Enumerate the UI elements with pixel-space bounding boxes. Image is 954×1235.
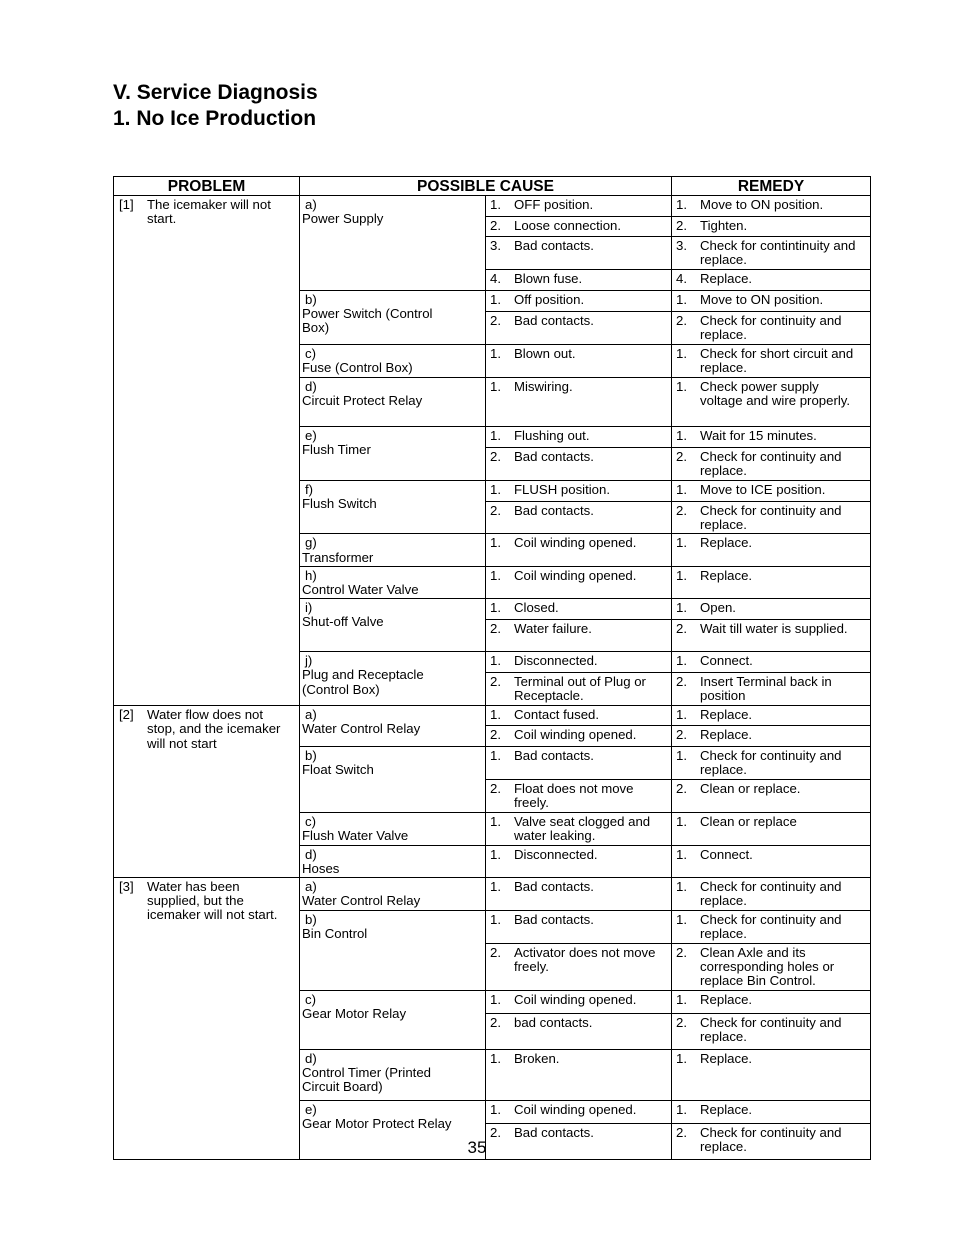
remedy-number: 1.	[676, 1101, 688, 1117]
problem-cell	[114, 196, 300, 706]
cause-cell	[300, 378, 486, 427]
header-problem: PROBLEM	[114, 177, 300, 196]
remedy-number: 1.	[676, 346, 688, 361]
remedy-cell	[672, 237, 871, 270]
cause-id: d)	[305, 846, 317, 862]
cause-detail-number: 1.	[490, 707, 501, 723]
cause-cell	[300, 845, 486, 877]
cause-detail-cell	[486, 534, 672, 566]
problem-text: Water has been supplied, but the icemaker will not start.	[147, 879, 278, 923]
cause-id: b)	[305, 292, 317, 307]
remedy-number: 1.	[676, 600, 688, 616]
cause-text: Control Timer (Printed Circuit Board)	[302, 1064, 431, 1095]
cause-detail-number: 1.	[490, 600, 501, 616]
cause-detail-text: Coil winding opened.	[514, 535, 637, 551]
remedy-cell	[672, 813, 871, 845]
remedy-number: 3.	[676, 238, 688, 253]
cause-detail-text: Closed.	[514, 600, 559, 616]
cause-detail-cell	[486, 1049, 672, 1100]
remedy-number: 1.	[676, 846, 688, 862]
cause-detail-number: 2.	[490, 503, 501, 518]
cause-cell	[300, 747, 486, 813]
remedy-number: 1.	[676, 379, 688, 394]
diagnosis-table	[113, 176, 871, 1160]
cause-detail-cell	[486, 566, 672, 598]
remedy-text: Replace.	[700, 707, 753, 723]
remedy-number: 1.	[676, 482, 688, 497]
remedy-cell	[672, 427, 871, 448]
cause-text: Power Switch (Control Box)	[302, 306, 433, 336]
remedy-text: Clean Axle and its corresponding holes or replace Bin Control.	[700, 945, 835, 989]
section-title: V. Service Diagnosis	[113, 81, 318, 104]
remedy-cell	[672, 845, 871, 877]
cause-detail-text: Coil winding opened.	[514, 1101, 637, 1117]
cause-id: e)	[305, 428, 317, 443]
cause-detail-text: bad contacts.	[514, 1014, 593, 1030]
remedy-cell	[672, 1049, 871, 1100]
cause-cell	[300, 345, 486, 378]
cause-id: c)	[305, 346, 316, 361]
remedy-cell	[672, 620, 871, 652]
cause-cell	[300, 427, 486, 481]
cause-detail-text: Bad contacts.	[514, 912, 594, 928]
cause-detail-text: Off position.	[514, 292, 585, 307]
cause-detail-number: 2.	[490, 1124, 501, 1140]
cause-id: h)	[305, 567, 317, 583]
cause-detail-text: Coil winding opened.	[514, 567, 637, 583]
table-row	[114, 706, 871, 726]
remedy-number: 1.	[676, 292, 688, 307]
remedy-cell	[672, 990, 871, 1013]
cause-detail-cell	[486, 237, 672, 270]
remedy-text: Check for short circuit and replace.	[700, 346, 854, 376]
remedy-cell	[672, 566, 871, 598]
cause-id: f)	[305, 482, 314, 497]
cause-detail-cell	[486, 673, 672, 706]
cause-id: c)	[305, 991, 316, 1007]
cause-detail-cell	[486, 706, 672, 726]
cause-detail-cell	[486, 481, 672, 502]
cause-detail-text: Bad contacts.	[514, 313, 594, 328]
remedy-cell	[672, 726, 871, 747]
cause-text: Flush Switch	[302, 496, 377, 512]
cause-cell	[300, 196, 486, 291]
remedy-number: 2.	[676, 503, 688, 518]
problem-id: [3]	[119, 879, 134, 895]
cause-cell	[300, 291, 486, 345]
cause-detail-number: 2.	[490, 781, 501, 797]
cause-text: Power Supply	[302, 211, 384, 227]
cause-id: d)	[305, 379, 317, 394]
cause-detail-cell	[486, 502, 672, 534]
table-row	[114, 196, 871, 217]
cause-detail-cell	[486, 448, 672, 481]
cause-cell	[300, 566, 486, 598]
remedy-text: Check power supply voltage and wire properly.	[700, 379, 851, 409]
remedy-text: Check for contintinuity and replace.	[700, 238, 856, 268]
remedy-cell	[672, 270, 871, 291]
cause-detail-text: Bad contacts.	[514, 748, 594, 764]
remedy-number: 1.	[676, 707, 688, 723]
remedy-cell	[672, 291, 871, 312]
cause-detail-text: Bad contacts.	[514, 449, 594, 464]
cause-text: Flush Water Valve	[302, 828, 409, 844]
cause-detail-cell	[486, 1013, 672, 1049]
remedy-number: 1.	[676, 653, 688, 669]
cause-text: Bin Control	[302, 926, 368, 942]
remedy-cell	[672, 878, 871, 911]
cause-detail-number: 2.	[490, 727, 501, 743]
cause-detail-text: Bad contacts.	[514, 238, 594, 253]
remedy-number: 2.	[676, 1124, 688, 1140]
remedy-number: 1.	[676, 912, 688, 928]
cause-detail-cell	[486, 911, 672, 944]
remedy-number: 4.	[676, 271, 688, 286]
remedy-number: 1.	[676, 991, 688, 1007]
cause-detail-number: 1.	[490, 346, 501, 361]
cause-detail-cell	[486, 620, 672, 652]
cause-text: Water Control Relay	[302, 893, 421, 909]
remedy-text: Connect.	[700, 846, 753, 862]
cause-detail-text: Miswiring.	[514, 379, 573, 394]
remedy-number: 2.	[676, 727, 688, 743]
cause-detail-number: 1.	[490, 535, 501, 551]
remedy-text: Move to ICE position.	[700, 482, 826, 497]
cause-text: Fuse (Control Box)	[302, 360, 413, 376]
remedy-cell	[672, 196, 871, 217]
remedy-text: Wait till water is supplied.	[700, 621, 848, 637]
cause-detail-cell	[486, 813, 672, 845]
cause-detail-text: FLUSH position.	[514, 482, 611, 497]
remedy-cell	[672, 673, 871, 706]
remedy-text: Replace.	[700, 1101, 753, 1117]
remedy-number: 2.	[676, 621, 688, 637]
remedy-number: 2.	[676, 313, 688, 328]
remedy-cell	[672, 502, 871, 534]
remedy-text: Clean or replace.	[700, 781, 801, 797]
cause-text: Transformer	[302, 549, 374, 565]
cause-text: Flush Timer	[302, 442, 371, 458]
cause-detail-cell	[486, 780, 672, 813]
remedy-cell	[672, 747, 871, 780]
remedy-number: 1.	[676, 748, 688, 764]
cause-detail-text: Bad contacts.	[514, 879, 594, 895]
cause-text: Gear Motor Protect Relay	[302, 1115, 452, 1131]
remedy-cell	[672, 534, 871, 566]
cause-detail-text: Terminal out of Plug or Receptacle.	[514, 674, 646, 704]
cause-detail-number: 2.	[490, 621, 501, 637]
problem-text: Water flow does not stop, and the icemaker will not start	[147, 707, 281, 751]
cause-detail-text: Broken.	[514, 1050, 560, 1066]
cause-detail-number: 1.	[490, 197, 501, 212]
remedy-number: 2.	[676, 1014, 688, 1030]
cause-detail-cell	[486, 345, 672, 378]
cause-detail-number: 1.	[490, 879, 501, 895]
cause-detail-cell	[486, 312, 672, 345]
cause-detail-number: 2.	[490, 313, 501, 328]
remedy-cell	[672, 217, 871, 237]
remedy-text: Replace.	[700, 535, 753, 551]
cause-detail-cell	[486, 878, 672, 911]
remedy-text: Check for continuity and replace.	[700, 879, 842, 909]
remedy-text: Clean or replace	[700, 814, 797, 830]
cause-detail-text: Contact fused.	[514, 707, 600, 723]
problem-id: [1]	[119, 197, 134, 212]
cause-detail-text: Blown out.	[514, 346, 576, 361]
cause-detail-number: 1.	[490, 814, 501, 830]
cause-cell	[300, 706, 486, 747]
cause-detail-number: 1.	[490, 846, 501, 862]
cause-detail-number: 2.	[490, 449, 501, 464]
cause-text: Circuit Protect Relay	[302, 393, 423, 409]
cause-cell	[300, 878, 486, 911]
problem-cell	[114, 706, 300, 878]
cause-id: g)	[305, 535, 317, 551]
cause-detail-number: 2.	[490, 218, 501, 233]
remedy-cell	[672, 911, 871, 944]
cause-detail-text: Disconnected.	[514, 846, 598, 862]
remedy-number: 1.	[676, 197, 688, 212]
cause-detail-text: Loose connection.	[514, 218, 622, 233]
remedy-text: Open.	[700, 600, 736, 616]
cause-detail-number: 1.	[490, 991, 501, 1007]
cause-detail-text: Activator does not move freely.	[514, 945, 656, 975]
problem-id: [2]	[119, 707, 134, 723]
remedy-text: Check for continuity and replace.	[700, 313, 842, 343]
cause-detail-text: Float does not move freely.	[514, 781, 634, 811]
cause-cell	[300, 652, 486, 706]
problem-text: The icemaker will not start.	[147, 197, 271, 227]
remedy-text: Move to ON position.	[700, 292, 824, 307]
table-body	[114, 196, 871, 1160]
cause-detail-cell	[486, 726, 672, 747]
cause-detail-number: 1.	[490, 653, 501, 669]
cause-detail-text: Flushing out.	[514, 428, 590, 443]
cause-text: Gear Motor Relay	[302, 1005, 407, 1021]
cause-id: e)	[305, 1101, 317, 1117]
remedy-number: 2.	[676, 945, 688, 961]
remedy-text: Wait for 15 minutes.	[700, 428, 817, 443]
cause-detail-number: 2.	[490, 945, 501, 961]
page-number: 35	[467, 1138, 487, 1157]
remedy-cell	[672, 345, 871, 378]
remedy-cell	[672, 1013, 871, 1049]
remedy-number: 1.	[676, 428, 688, 443]
cause-detail-text: OFF position.	[514, 197, 594, 212]
remedy-number: 1.	[676, 879, 688, 895]
remedy-cell	[672, 944, 871, 991]
remedy-cell	[672, 780, 871, 813]
header-possible-cause: POSSIBLE CAUSE	[300, 177, 672, 196]
remedy-text: Move to ON position.	[700, 197, 824, 212]
cause-id: a)	[305, 197, 317, 212]
cause-text: Shut-off Valve	[302, 614, 384, 630]
remedy-text: Replace.	[700, 1050, 753, 1066]
cause-detail-number: 1.	[490, 428, 501, 443]
cause-detail-number: 4.	[490, 271, 501, 286]
cause-id: a)	[305, 879, 317, 895]
cause-text: Hoses	[302, 860, 340, 876]
remedy-text: Check for continuity and replace.	[700, 449, 842, 479]
cause-detail-cell	[486, 944, 672, 991]
remedy-number: 2.	[676, 674, 688, 690]
cause-detail-cell	[486, 270, 672, 291]
cause-cell	[300, 599, 486, 652]
remedy-text: Insert Terminal back in position	[700, 674, 832, 704]
cause-detail-number: 1.	[490, 1101, 501, 1117]
remedy-cell	[672, 481, 871, 502]
cause-detail-cell	[486, 599, 672, 620]
remedy-text: Replace.	[700, 991, 753, 1007]
cause-detail-text: Disconnected.	[514, 653, 598, 669]
cause-detail-number: 1.	[490, 912, 501, 928]
cause-detail-text: Coil winding opened.	[514, 991, 637, 1007]
remedy-text: Connect.	[700, 653, 753, 669]
cause-text: Float Switch	[302, 762, 374, 778]
remedy-number: 1.	[676, 814, 688, 830]
remedy-number: 1.	[676, 567, 688, 583]
cause-detail-number: 2.	[490, 674, 501, 690]
cause-id: a)	[305, 707, 317, 723]
subsection-title: 1. No Ice Production	[113, 107, 317, 130]
cause-detail-text: Water failure.	[514, 621, 592, 637]
table-header-row	[114, 177, 871, 196]
cause-id: d)	[305, 1050, 317, 1066]
remedy-text: Replace.	[700, 727, 753, 743]
cause-detail-text: Coil winding opened.	[514, 727, 637, 743]
cause-cell	[300, 911, 486, 991]
remedy-number: 2.	[676, 218, 688, 233]
cause-id: b)	[305, 912, 317, 928]
remedy-text: Check for continuity and replace.	[700, 503, 842, 533]
cause-id: c)	[305, 814, 316, 830]
remedy-text: Check for continuity and replace.	[700, 912, 842, 942]
remedy-number: 1.	[676, 1050, 688, 1066]
cause-detail-text: Bad contacts.	[514, 1124, 594, 1140]
cause-text: Plug and Receptacle (Control Box)	[302, 667, 424, 697]
remedy-cell	[672, 448, 871, 481]
remedy-number: 2.	[676, 449, 688, 464]
cause-id: j)	[305, 653, 313, 669]
remedy-cell	[672, 652, 871, 673]
cause-detail-cell	[486, 196, 672, 217]
header-remedy: REMEDY	[672, 177, 871, 196]
cause-detail-cell	[486, 217, 672, 237]
cause-detail-cell	[486, 845, 672, 877]
remedy-text: Replace.	[700, 567, 753, 583]
cause-detail-cell	[486, 990, 672, 1013]
cause-detail-text: Valve seat clogged and water leaking.	[514, 814, 651, 844]
remedy-cell	[672, 599, 871, 620]
cause-text: Water Control Relay	[302, 721, 421, 737]
remedy-cell	[672, 1100, 871, 1123]
cause-text: Control Water Valve	[302, 582, 419, 598]
cause-detail-cell	[486, 427, 672, 448]
cause-detail-cell	[486, 291, 672, 312]
cause-detail-text: Blown fuse.	[514, 271, 583, 286]
cause-detail-number: 1.	[490, 748, 501, 764]
cause-detail-number: 2.	[490, 1014, 501, 1030]
remedy-text: Check for continuity and replace.	[700, 1014, 842, 1044]
cause-detail-cell	[486, 378, 672, 427]
cause-detail-cell	[486, 747, 672, 780]
cause-cell	[300, 534, 486, 566]
remedy-number: 2.	[676, 781, 688, 797]
cause-id: b)	[305, 748, 317, 764]
cause-detail-number: 1.	[490, 379, 501, 394]
remedy-text: Tighten.	[700, 218, 748, 233]
cause-id: i)	[305, 600, 313, 616]
cause-cell	[300, 1049, 486, 1100]
cause-detail-number: 1.	[490, 292, 501, 307]
cause-cell	[300, 481, 486, 534]
remedy-cell	[672, 706, 871, 726]
remedy-cell	[672, 312, 871, 345]
cause-detail-number: 1.	[490, 1050, 501, 1066]
cause-detail-number: 1.	[490, 482, 501, 497]
problem-cell	[114, 878, 300, 1160]
remedy-text: Check for continuity and replace.	[700, 1124, 842, 1154]
cause-cell	[300, 990, 486, 1049]
cause-detail-text: Bad contacts.	[514, 503, 594, 518]
cause-detail-number: 1.	[490, 567, 501, 583]
cause-detail-number: 3.	[490, 238, 501, 253]
remedy-cell	[672, 378, 871, 427]
remedy-text: Check for continuity and replace.	[700, 748, 842, 778]
cause-detail-cell	[486, 1100, 672, 1123]
table-row	[114, 878, 871, 911]
cause-detail-cell	[486, 652, 672, 673]
remedy-number: 1.	[676, 535, 688, 551]
cause-cell	[300, 813, 486, 845]
remedy-text: Replace.	[700, 271, 753, 286]
